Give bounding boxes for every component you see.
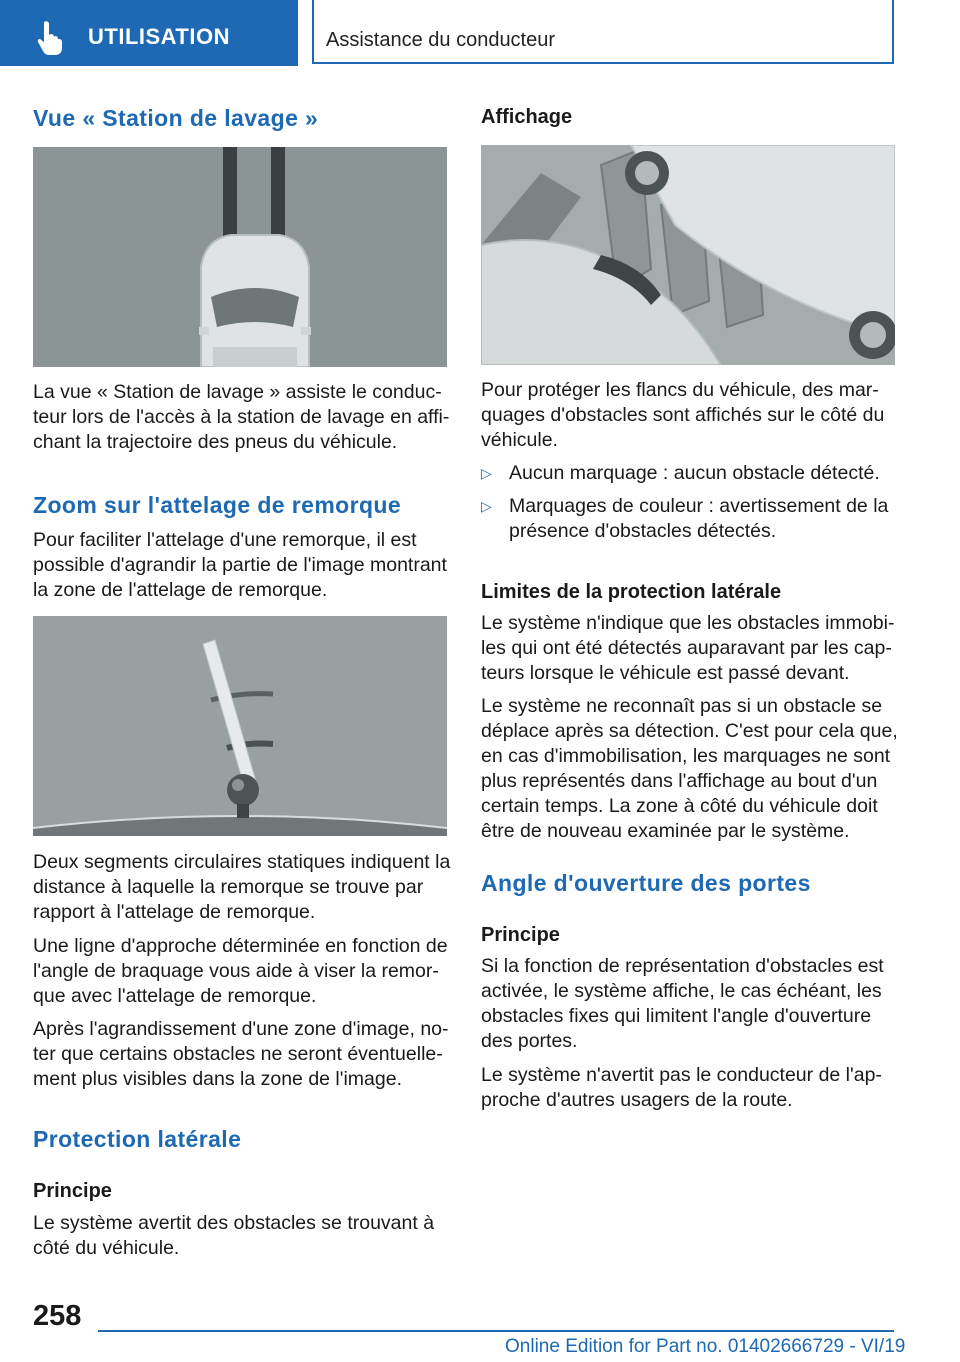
subheading-principe-left: Principe [33,1180,112,1202]
subheading-limites: Limites de la protection latérale [481,581,782,603]
heading-angle-ouverture: Angle d'ouverture des portes [481,870,811,896]
para-principe-right-1: Si la fonction de représentation d'obstacles est activée, le système affiche, le cas échéant, les obstacles fixes qui limitent l'angle d'ouverture des portes. [481,955,884,1052]
figure-station-lavage [33,147,447,367]
para-ligne-approche: Une ligne d'approche déterminée en fonction de l'angle de braquage vous aide à viser la remor- que avec l'attelage de remorque. [33,935,448,1007]
bullet-triangle-icon: ▷ [481,498,492,514]
subheading-affichage: Affichage [481,106,573,128]
bullet-triangle-icon: ▷ [481,465,492,481]
para-limites-2: Le système ne reconnaît pas si un obstacle se déplace après sa détection. C'est pour cela que, en cas d'immobilisation, les marquages ne sont plus représentés dans l'affichage au bout d'un certain temps. La zone à côté du véhicule doit être de nouveau examinée par le système. [481,695,898,842]
para-zoom-attelage: Pour faciliter l'attelage d'une remorque, il est possible d'agrandir la partie de l'image montrant la zone de l'attelage de remorque. [33,529,447,601]
footer-edition: Online Edition for Part no. 01402666729 - VI/19 [505,1336,906,1357]
page-number: 258 [33,1300,82,1332]
heading-station-lavage: Vue « Station de lavage » [33,105,319,131]
list-item: ▷ Aucun marquage : aucun obstacle détecté. [481,462,880,484]
para-agrandissement: Après l'agrandissement d'une zone d'image, no- ter que certains obstacles ne seront éventuelle- ment plus visibles dans la zone de l'image. [33,1018,449,1090]
section-tab-label: UTILISATION [88,24,230,49]
para-segments: Deux segments circulaires statiques indiquent la distance à laquelle la remorque se trouve par rapport à l'attelage de remorque. [33,851,451,923]
hand-pointer-icon [30,16,70,56]
para-principe-right-2: Le système n'avertit pas le conducteur de l'ap- proche d'autres usagers de la route. [481,1064,882,1111]
para-principe-left: Le système avertit des obstacles se trouvant à côté du véhicule. [33,1212,435,1259]
para-limites-1: Le système n'indique que les obstacles immobi- les qui ont été détectés auparavant par les cap- teurs lorsque le véhicule est passé devant. [481,612,895,684]
heading-protection-laterale: Protection latérale [33,1126,242,1152]
section-tab[interactable] [0,0,298,66]
chapter-header [312,0,894,64]
heading-zoom-attelage: Zoom sur l'attelage de remorque [33,492,402,518]
subheading-principe-right: Principe [481,924,560,946]
footer-divider [98,1330,894,1332]
figure-attelage-remorque [33,616,447,836]
list-item: ▷ Marquages de couleur : avertissement de la présence d'obstacles détectés. [481,495,889,542]
figure-protection-laterale [481,145,895,365]
para-affichage: Pour protéger les flancs du véhicule, des mar- quages d'obstacles sont affichés sur le côté du véhicule. [481,379,885,451]
para-station-lavage: La vue « Station de lavage » assiste le conduc- teur lors de l'accès à la station de lavage en affi- chant la trajectoire des pneus du véhicule. [33,381,450,453]
chapter-title: Assistance du conducteur [326,29,556,51]
